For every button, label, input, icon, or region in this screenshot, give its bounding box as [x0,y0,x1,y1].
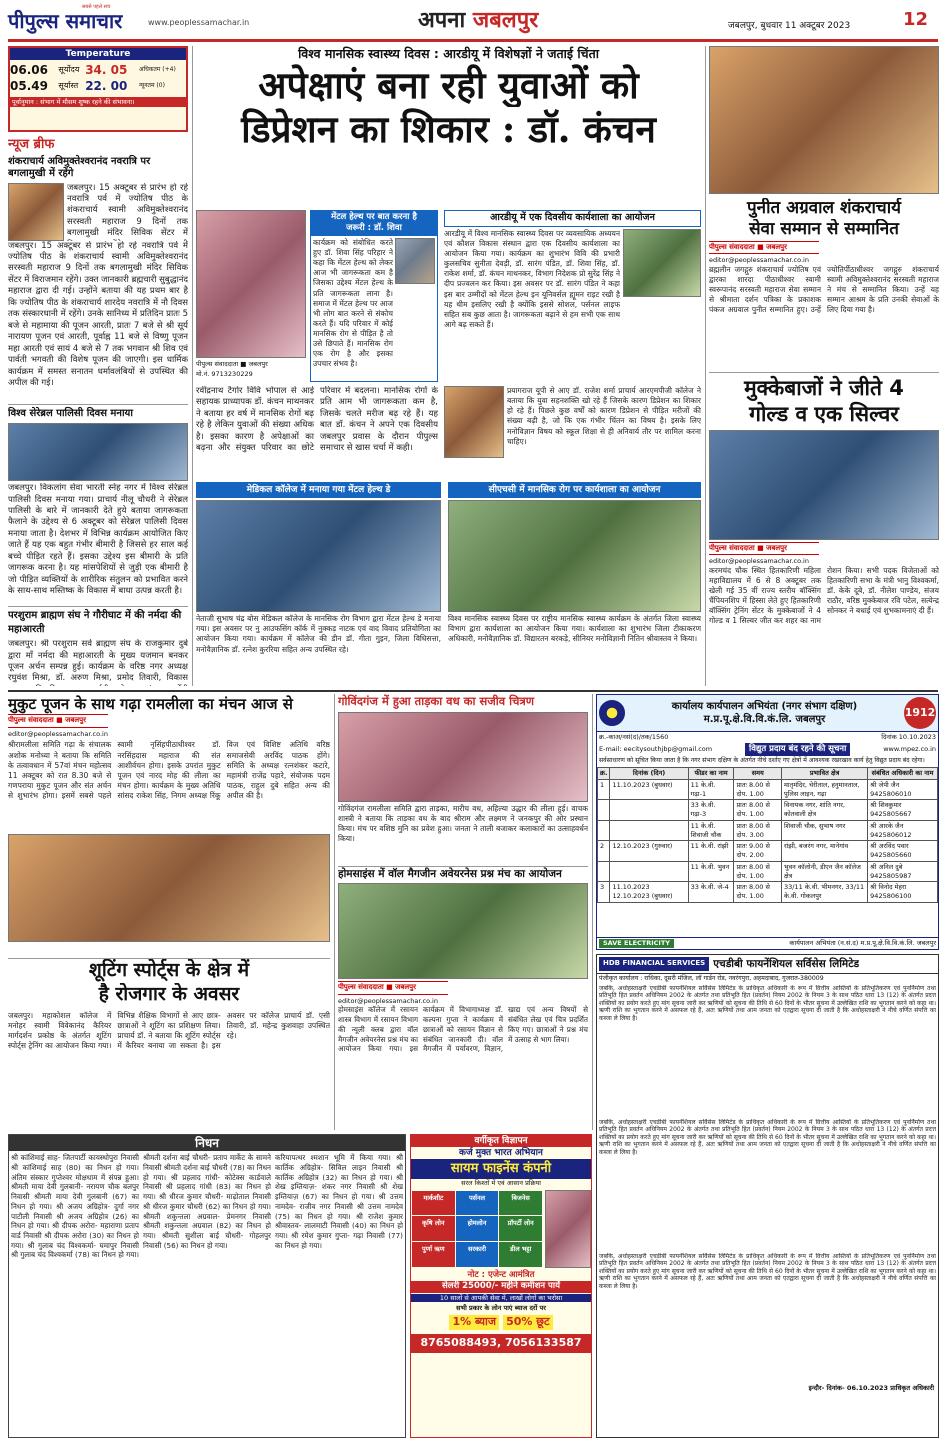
shankaracharya-photo [709,46,939,194]
min-temp-label: न्यूनतम (0) [138,82,165,90]
boxing-story [709,372,939,686]
mpeb-cell-officer: श्री अरविंद पवार 9425805660 [868,841,938,862]
cmho-box [448,482,701,686]
boxing-text: करमचंद चौक स्थित हितकारिणी महिला महाविद्यालय में 6 से 8 अक्टूबर तक खेली गई 35 वीं राज्य स्तरीय बॉक्सिंग चैंपियनशिप में हिस्सा लेते हुए हितकारिणी बॉक्सिंग ट्रेनिंग सेंटर के मुक्केबाजों ने 4 गोल्ड व 1 सिल्वर जीत कर शहर का नाम रोशन किया। सभी पदक विजेताओं को हितकारिणी सभा के मंत्री भानु विश्वकर्मा, डॉ. केके दूबे, डॉ. नीलेश पाण्डेय, संजय राठौर, वरिष्ठ मुक्केबाज रवि पटेल, सत्येन्द्र सोनकर ने बधाई एवं शुभकामनाएं दी हैं। [709,565,939,626]
nidhan-col-1: श्री कांशिमाई साह- जितपार्टी कायस्थोपुरा निवासी श्री कांशिमाई साह (80) का निधन हो गया। अंतिम संस्कार गुप्तेश्वर मोक्षधाम में संपन्न हुआ। श्रीमती माया देवी गुलबानी- नरायण चौक बलपुर निवासी श्रीमती माया देवी गुलबानी (67) का निधन हो गया। श्री अजय अग्रिहोत्र- दुर्गा नगर पाटौली निवासी श्री अजय अग्रिहोत्र (26) का निधन हो गया। श्री दीपक अरोरा- महाराणा प्रताप वार्ड निवासी श्री दीपक अरोरा (30) का निधन हो गया। श्री गुलाब चंद विश्वकर्मा- घमापुर निवासी श्री गुलाब चंद विश्वकर्मा (78) का निधन हो गया। [11,1153,139,1260]
shooting-text: जबलपुर। महाकोशल कॉलेज में मनोहर स्वामी विवेकानंद कैरियर मार्गदर्शन प्रकोष्ठ के अंतर्गत शूटिंग स्पोर्ट्स ट्रेनिंग का आयोजन किया गया। विभिन्न शैक्षिक विभागों से आए छात्र-छात्राओं ने शूटिंग का प्रशिक्षण लिया। प्राचार्य डॉ. ने बताया कि शूटिंग स्पोर्ट्स में कैरियर बनाया जा सकता है। इस अवसर पर कॉलेज प्राचार्य डॉ. एसी तिवारी, डॉ. महेन्द्र कुशवाहा उपस्थित रहे। [8,1010,330,1050]
mpeb-titles [625,700,904,727]
mpeb-cell-time: प्रातः 8.00 से दोप. 1.00 [734,779,781,800]
pravasan-text: प्रयागराज यूपी से आए डॉ. राजेश शर्मा प्राचार्य आरएमपीजी कॉलेज ने बताया कि युवा सहनशक्ति खो रहे हैं जिसके कारण डिप्रेशन का शिकार हो रहे हैं। पिछले कुछ वर्षों को कारण डिप्रेशन से पीड़ित मरीजों की संख्या बढ़ी है, जो कि एक गंभीर चिंतन का विषय है। इसके लिए मनोविज्ञान विषय को स्कूल शिक्षा से ही अनिवार्य तौर पर शामिल करना चाहिए। [507,386,701,446]
loan-grid [411,1190,543,1268]
mpeb-web[interactable]: www.mpez.co.in [883,745,936,754]
mukut-byline [8,714,108,727]
lead-story [196,46,701,686]
section-city: जबलपुर [472,8,539,33]
mpeb-cell-area: रांझी, बजरंग नगर, मानेगांव [781,841,867,862]
homescience-photo [338,883,588,979]
mpeb-table-row [598,779,938,800]
shankaracharya-text: ब्रह्मलीन जगद्गुरु शंकराचार्य ज्योतिष एवं द्वारका शारदा पीठाधीश्वर स्वामी स्वरूपानंद सरस्वती महाराज सेवा सम्मान से श्रीमाता दर्शन पत्रिका के प्रकाशक पंकज अग्रवाल पुनीत सम्मानित हुए। उन्हें ज्योतिर्पीठाधीश्वर जगद्गुरु शंकराचार्य स्वामी अविमुक्तेश्वरानंद सरस्वती महाराज ने मंच से सम्मानित किया। उन्हें यह सम्मान आश्रम के प्रति उनकी सेवाओं के लिए दिया गया है। [709,264,939,315]
mpeb-col-sno: क्र. [598,767,610,779]
classified-phones[interactable]: 8765088493, 7056133587 [411,1334,591,1353]
mpeb-footer-office: कार्यपालन अभियंता (न.सं.द) म.प्र.पू.क्षे.वि.वि.कं.लि. जबलपुर [789,939,936,948]
mpeb-title-1: कार्यालय कार्यपालन अभियंता (नगर संभाग दक्षिण) [671,700,858,712]
lead-headline-2: डिप्रेशन का शिकार : डॉ. कंचन [241,107,656,152]
classified-salary: सेलरी 25000/- महीने कमीशन पायें [411,1281,591,1292]
mpeb-email[interactable]: E-mail: eecitysouthjbp@gmail.com [599,745,713,754]
weather-row-sunrise [10,62,186,78]
loan-type-badge: पुर्णा ऋण [412,1242,455,1267]
brief-1-photo [8,183,64,241]
boxing-byline-text: पीपुल्स संवाददाता ■ जबलपुर [709,543,787,552]
mpeb-header [597,695,938,732]
mpeb-notice [596,694,939,950]
sunrise-label: सूर्योदय [58,64,80,74]
page-number: 12 [903,9,929,30]
hdb-header [597,955,938,974]
classified-company: सायम फाइनेंस कंपनी [411,1159,591,1179]
shankaracharya-headline-2: सेवा सम्मान से सम्मानित [749,219,899,240]
mpeb-cell-date [610,800,688,821]
loan-type-badge: बिजनेस [499,1191,542,1216]
homescience-byline [338,981,448,994]
mpeb-col-area: प्रभावित क्षेत्र [781,767,867,779]
sidebox-photo [395,238,435,284]
pravasan-photo [444,386,504,458]
mpeb-cell-feeder: 33 के.वी. गढ़ा-3 [688,800,734,821]
hdb-text-3: जबकि, अधोहस्ताक्षरी एचडीबी फायनेंशियल सर्विसेस लिमिटेड के प्राधिकृत अधिकारी के रूप में वित्तीय आस्तियों के प्रतिभूतिकरण एवं पुनर्निर्माण तथा प्रतिभूति हित प्रवर्तन अधिनियम 2002 के अंतर्गत तथा प्रतिभूति हित (प्रवर्तन) नियम 2002 के नियम 3 के साथ पठित धारा 13 (12) के अंतर्गत प्रदत्त शक्तियों का प्रयोग करते हुए मांग सूचना जारी कर ऋणियों को सूचना की तिथि से 60 दिनों के भीतर सूचना में उल्लेखित राशि का भुगतान करने को कहा था। ऋणी राशि का भुगतान करने में असफल रहे हैं, अतः ऋणियों तथा आम जनता को एतद्वारा सूचना दी जाती है कि अधोहस्ताक्षरी ने नीचे वर्णित संपत्ति का कब्जा ले लिया है। [599,1252,936,1290]
mpeb-ref: क्र.-काअ/नसं(द)/तक/1560 [599,733,669,741]
hdb-title: एचडीबी फायनेंशियल सर्विसेस लिमिटेड [713,958,860,970]
sunrise-time: 06.06 [10,63,48,78]
boxing-email[interactable]: editor@peoplessamachar.co.in [709,556,809,565]
mpeb-cell-feeder: 11 के.वी. भुवन [688,861,734,882]
mpeb-cell-officer: श्री विनोद मेहरा 9425806100 [868,882,938,903]
mpeb-ref-row [597,732,938,743]
weather-row-sunset [10,78,186,94]
lead-body-text: रवींद्रनाथ टैगोर विवि भोपाल से आई सहायक प्राध्यापक डॉ. कंचन माथनकर ने बताया हर वर्ष में मानसिक रोगों बढ़ रहे है लेकिन युवाओं की संख्या अधिक है। इसका कारण है अपेक्षाओं का बढ़ना और संयुक्त परिवार का छोटे परिवार में बदलना। मानसिक रोगों के प्रति आम भी जागरूकता कम है, जिसके चलते मरीज बढ़ रहे हैं। यह बात डॉ. कंचन ने अपने एक दिवसीय जबलपुर प्रवास के दौरान पीपुल्स समाचार से खास चर्चा में कही। [196,386,438,454]
boxing-byline [709,542,819,555]
nidhan-col-2: श्रीमती दर्शना बाई चौधरी- प्रताप मार्केट के सामने निवासी श्रीमती दर्शना बाई चौधरी (78) का निधन हो गया। श्री प्रहलाद गांधी- कोटेक्स कार्डवाले निवासी श्री प्रहलाद गांधी (83) का निधन हो गया। श्री धीरज कुमार चौधरी- माढ़ोताल निवासी श्री धीरज कुमार चौधरी (62) का निधन हो गया। श्रीमती शकुन्तला अग्रवाल- प्रेमनगर निवासी श्रीमती शकुन्तला अग्रवाल (82) का निधन हो गया। श्रीमती सुशीला बाई चौधरी- गोहलपुर निवासी (56) का निधन हो गया। [143,1153,271,1250]
mpeb-cell-officer: श्री अनिल दुबे 9425805987 [868,861,938,882]
loan-type-badge: होमलोन [456,1216,499,1241]
mpeb-intro: सर्वसाधारण को सूचित किया जाता है कि नगर संभाग दक्षिण के अंतर्गत नीचे दर्शाए गए क्षेत्रों में आवश्यक रखरखाव कार्य हेतु विद्युत प्रदाय बंद रहेगा। [599,757,925,765]
shankaracharya-headline-1: पुनीत अग्रवाल शंकराचार्य [746,198,901,218]
loan-type-badge: मार्कशीट [412,1191,455,1216]
workshop-box [444,210,701,382]
classified-ad [410,1134,592,1438]
mpeb-cell-sno [598,820,610,841]
medical-photo [196,500,441,612]
mpeb-footer [597,937,938,949]
brief-2-text: जबलपुर। विकलांग सेवा भारती स्नेह नगर में विश्व सेरेब्रल पालिसी दिवस मनाया गया। प्राचार्य नीलू चौधरी ने सेरेब्रल पालिसी के बारे में जानकारी देते हुये बताया जागरूकता फैलाने के उद्देश्य से 6 अक्टूबर को सेरेब्रल पालिसी दिवस मनाया जाता है। देशभर में विभिन्न कार्यक्रम आयोजित किए जाते हैं यह एक बहुत गंभीर बीमारी है जिससे हर साल कई बच्चे पीड़ित रहते हैं। इसका उद्देश्य इस बीमारी के प्रति जागरूक करना है। यह मांसपेशियों से जुड़ी एक बीमारी है जो पीड़ित व्यक्तियों के शारीरिक संतुलन को प्रभावित करने के साथ-साथ मस्तिष्क के विकास में बाधा उत्पन्न करती है। [8,483,188,597]
mukut-photo [8,834,330,942]
column-rule-2 [705,46,706,686]
nidhan-columns [9,1151,405,1435]
brief-2-title: विश्व सेरेब्रल पालिसी दिवस मनाया [8,404,188,421]
mpeb-title-2: म.प्र.पू.क्षे.वि.वि.कं.लि. जबलपुर [703,714,826,725]
classified-rate: 1% ब्याज [449,1315,499,1330]
hdb-footer: इन्दौर- दिनांक- 06.10.2023 प्राधिकृत अधिकारी [808,1383,934,1392]
mpeb-cell-date: 11.10.2023 (बुधवार) [610,779,688,800]
classified-discount: 50% छूट [503,1315,552,1330]
shooting-headline-1: शूटिंग स्पोर्ट्स के क्षेत्र में [88,959,250,981]
brief-1-body [8,183,188,241]
tadka-text: गोविंदगंज रामलीला समिति द्वारा ताड़का, मारीच वध, अहिल्या उद्धार की लीला हुई। वाचक शास्त्री ने बताया कि ताड़का वध के बाद श्रीराम और लक्ष्मण ने जनकपुर की ओर प्रस्थान किया। मंच पर वशिष्ठ मुनि का प्रवेश हुआ। जनता ने ताली बजाकर कलाकारों का उत्साहवर्धन किया। [338,803,588,843]
boxing-photo [709,430,939,540]
mpeb-table-row [598,820,938,841]
mpeb-table [597,767,938,903]
mukut-byline-text: पीपुल्स संवाददाता ■ जबलपुर [8,716,86,725]
weather-title: Temperature [10,48,186,60]
nidhan-col-3: करियापत्थर श्मशान भूमि में किया गया। श्री कार्तिक अग्रिहोत्र- सिविल लाइन निवासी श्री कार्तिक अग्रिहोत्र (32) का निधन हो गया। श्री शेख इम्तियाज़- शंकर नगर निवासी श्री शेख इम्तियाज़ (67) का निधन हो गया। श्री उत्तम नामदेव- राजीव नगर निवासी श्री उत्तम नामदेव (75) का निधन हो गया। श्री राजेश कुमार श्रीवास्तव- लालमाटी निवासी (40) का निधन हो गया। श्री रमेश कुमार गुप्ता- गढ़ा निवासी (77) का निधन हो गया। [275,1153,403,1250]
tadka-headline: गोविंदगंज में हुआ ताड़का वध का सजीव चित्रण [338,694,535,708]
masthead-logo-tag: सबसे पहले सच [82,4,111,10]
column-rule-4 [592,694,593,1130]
mpeb-helpline[interactable]: 1912 [904,697,936,729]
weather-forecast: पूर्वानुमान : संभाग में मौसम शुष्क रहने की संभावना। [10,97,186,108]
sunset-time: 05.49 [10,79,48,94]
classified-note: नोट : एजेन्ट आमंत्रित [467,1269,535,1280]
mpeb-col-date: दिनांक (दिन) [610,767,688,779]
lead-phone: मो.नं. 9713230229 [196,370,253,378]
mpeb-cell-time: प्रातः 8.00 से दोप. 3.00 [734,820,781,841]
mpeb-table-row [598,800,938,821]
mpeb-cell-area: शिवाजी चौक, सुभाष नगर [781,820,867,841]
medical-text: नेताजी सुभाष चंद्र बोस मेडिकल कॉलेज के मानसिक रोग विभाग द्वारा मेंटल हेल्थ डे मनाया गया। इस अवसर पर नु आउफसिंग कॉर्क में नुक्कड़ नाटक एवं वाद विवाद प्रतियोगिता का आयोजन किया गया। कार्यक्रम में कॉलेज की डीन डॉ. गीता गुइन, जिला विधिसत्ता, मनोवैज्ञानिक डॉ. रत्नेश कुररिया सहित अन्य उपस्थित रहे। [196,614,441,654]
mpeb-cell-sno [598,861,610,882]
brief-3-title: परशुराम ब्राह्मण संघ ने गौरीघाट में की नर्मदा की महाआरती [8,606,188,636]
shooting-story [8,958,330,1130]
brief-1-text-a: जबलपुर। 15 अक्टूबर से प्रारंभ हो रहे नवरात्रि पर्व में ज्योतिष पीठ के शंकराचार्य स्वामी अविमुक्तेश्वरानंद सरस्वती महाराज 9 दिनों तक बगलामुखी मंदिर सिविक सेंटर में [67,182,188,239]
min-temp: 22. 00 [85,79,128,94]
news-brief-label: न्यूज ब्रीफ [8,137,55,152]
mpeb-table-header [598,767,938,779]
mpeb-cell-officer: श्री शिवकुमार 9425805667 [868,800,938,821]
cmho-title: सीएचसी में मानसिक रोग पर कार्यशाला का आयोजन [448,482,701,498]
mpeb-cell-sno [598,800,610,821]
hdb-logo: HDB FINANCIAL SERVICES [599,957,709,970]
classified-subheader: कर्ज मुक्त भारत अभियान [459,1148,543,1159]
max-temp: 34. 05 [85,63,128,78]
lead-photo-kanchan [196,210,306,358]
mpeb-cell-date: 12.10.2023 (गुरुवार) [610,841,688,862]
masthead [8,4,938,42]
mukut-story [8,694,330,954]
sidebox-body [311,236,437,380]
workshop-title: आरडीयू में एक दिवसीय कार्यशाला का आयोजन [444,210,701,227]
mpeb-cell-feeder: 33 के.वी. जे-4 [688,882,734,903]
nidhan-box [8,1134,406,1438]
mpeb-cell-officer: श्री आरके जैन 9425806012 [868,820,938,841]
nidhan-title: निधन [9,1135,405,1151]
max-temp-label: अधिकतम (+4) [138,66,176,74]
mukut-email[interactable]: editor@peoplessamachar.co.in [8,729,108,738]
brief-1-title: शंकराचार्य अविमुक्तेश्वरानंद नवरात्रि पर बगलामुखी में रहेंगे [8,155,151,180]
workshop-body [444,229,701,379]
cmho-text: विश्व मानसिक स्वास्थ्य दिवस पर राष्ट्रीय मानसिक स्वास्थ्य कार्यक्रम के अंतर्गत जिला स्वास्थ्य विभाग द्वारा कार्यशाला का आयोजन किया गया। कार्यशाला का शुभारंभ जिला टीकाकरण अधिकारी, मनोवैज्ञानिक डॉ. विद्यारतन बरकड़े, सीनियर मनोविज्ञानी नितिन श्रीवास्तव ने किया। [448,614,701,644]
mpeb-cell-time: प्रातः 9.00 से दोप. 2.00 [734,841,781,862]
loan-type-badge: डील भट्टा [499,1242,542,1267]
news-brief-column [8,136,188,686]
mpeb-logo-icon [599,700,625,726]
mpeb-cell-sno: 3 [598,882,610,903]
mpeb-cell-sno: 2 [598,841,610,862]
mpeb-cell-time: प्रातः 8.00 से दोप. 1.00 [734,800,781,821]
mpeb-cell-date [610,820,688,841]
mukut-text: श्रीरामलीला समिति गढ़ा के संचालक अशोक मनोध्या ने बताया कि समिति के तत्वावधान में 57वां मंचन महोत्सव 11 अक्टूबर को रात 8.30 बजे से गणपराया मुकुट पूजन और संत अर्चन से शुभारंभ होगा। इसमें सबसे पहले स्वामी नृसिंहपीठाधीश्वर डॉ. नरसिंहदास महाराज की संत आशीर्वचन होगा। इसके उपरांत मुकुट पूजन एवं नारद मोह की लीला का मंचन होगा। कार्यक्रम के मुख्य अतिथि सांसद राकेश सिंह, निगम अध्यक्ष रिंकू विज एवं विशिष्ट अतिथि वरिष्ठ समाजसेवी अरविंद पाठक होंगे। समिति के अध्यक्ष रत्नशंकर कटारे, महामंत्री राजेंद्र पहारे, संयोजक पदम पाठक, राहुल दुबे सहित अन्य की अपील की है। [8,740,330,801]
pravasan-box [444,386,701,476]
column-rule-1 [192,46,193,686]
column-rule-3 [334,694,335,1130]
shankaracharya-byline [709,241,819,254]
brief-3-text: जबलपुर। श्री परशुराम सर्व ब्राह्मण संघ के राजकुमार दुबे द्वारा माँ नर्मदा की महाआरती के मुख्य यजमान बनकर पूजन अर्चन सम्पन्न हुई। कार्यक्रम के वरिष्ठ नगर अध्यक्ष रघुवंश मिश्रा, डॉ. अरुण मिश्रा, प्रमोद तिवारी, विकास [8,639,188,684]
brief-1-text: जबलपुर। 15 अक्टूबर से प्रारंभ हो रहे नवरात्रि पर्व में ज्योतिष पीठ के शंकराचार्य स्वामी अविमुक्तेश्वरानंद सरस्वती महाराज 9 दिनों तक बगलामुखी मंदिर सिविक सेंटर में विराजमान रहेंगे। उक्त जानकारी ब्रह्मचारी सुबुद्धानंद महाराज द्वारा दी गई। उन्होंने बताया की यह प्रथम बार है कि ज्योतिष पीठ के शंकराचार्य शारदेय नवरात्रि में नौ दिवस तक संस्कारधानी में रहेंगे। उनके सानिध्य में प्रतिदिन प्रातः 5 बजे से महामाया की पूजन आरती, प्रातः 7 बजे से श्री सूर्य नारायण पूजन एवं आरती, पूर्वाह्न 11 बजे से विष्णु पूजन महा आरती एवं सायं 4 बजे से 7 तक भगवान श्री शिव एवं पार्वती भगवती की विशेष पूजन की जाएगी। इस धार्मिक कार्यक्रम में समस्त सनातन धर्मावलंबियों से उपस्थित की अपील की गई। [8,240,188,389]
shooting-headline-2: है रोजगार के अवसर [98,982,240,1005]
hdb-address: पंजीकृत कार्यालय : राधिका, दूसरी मंजिल, लॉ गार्डन रोड, नवरंगपुरा, अहमदाबाद, गुजरात-380009 [599,975,824,983]
horizontal-rule-mid [8,690,938,692]
mpeb-footer-save: SAVE ELECTRICITY [599,939,674,948]
medical-box [196,482,441,686]
shankaracharya-email[interactable]: editor@peoplessamachar.co.in [709,255,809,264]
masthead-date: जबलपुर, बुधवार 11 अक्टूबर 2023 [728,21,851,31]
masthead-logo[interactable]: पीपुल्स समाचार [8,9,123,33]
lead-sidebox [310,210,438,382]
classified-rates [411,1315,591,1330]
loan-type-badge: कृषि लोन [412,1216,455,1241]
weather-box [8,46,188,132]
lead-kicker: विश्व मानसिक स्वास्थ्य दिवस : आरडीयू में विशेषज्ञों ने जताई चिंता [298,46,599,61]
homescience-headline: होमसाइंस में वॉल मैगजीन अवेयरनेस प्रश्न मंच का आयोजन [338,868,562,880]
classified-scheme: सभी प्रकार के लोन पाएं ब्याज दरों पर [456,1304,546,1313]
classified-offer: 10 सालों से आपकी सेवा में, लाखों लोगों का भरोसा [411,1294,591,1303]
mpeb-col-officer: संबंधित अधिकारी का नाम [868,767,938,779]
tadka-story [338,694,588,864]
mpeb-notice-title: विद्युत प्रदाय बंद रहने की सूचना [745,743,850,756]
mpeb-cell-time: प्रातः 8.00 से दोप. 1.00 [734,882,781,903]
workshop-text: आरडीयू में विश्व मानसिक स्वास्थ्य दिवस पर व्यवसायिक अध्ययन एवं कौशल विकास संस्थान द्वारा एक दिवसीय कार्यशाला का आयोजन किया गया। कार्यक्रम का शुभारंभ विवि की प्रभारी कुलसचिव सुनीता देवड़ी, डॉ. सारंग पंडित, डॉ. शिवा सिंह, डॉ. राकेश शर्मा, डॉ. कंचन माथनकर, विभाग निदेशक प्रो सुरेंद्र सिंह ने दीप प्रज्वलन कर किया। इस अवसर पर डॉ. सारंग पंडित ने कहा इस बार उम्मीदों को मेंटल हेल्थ इन यूनिवर्सल ह्यूमन राइट रखी है यह थीम इसलिए रखी है क्योंकि इससे सोशल, पर्सनल लाइफ सहित सब कुछ आता है। जागरूकता बढ़ाने से हम सभी एक साथ आगे बढ़ सकते हैं। [444,228,620,329]
mpeb-table-row [598,882,938,903]
tadka-photo [338,712,588,802]
mpeb-cell-area: भुवन कॉलोनी, डीएन जैन कॉलेज क्षेत्र [781,861,867,882]
section-apna: अपना [418,8,466,33]
classified-tagline: सरल किश्तों में एवं आसान प्रक्रिया [461,1178,541,1187]
classified-body [411,1190,591,1268]
homescience-story [338,866,588,1130]
shankaracharya-byline-text: पीपुल्स संवाददाता ■ जबलपुर [709,242,787,251]
homescience-byline-text: पीपुल्स संवाददाता ■ जबलपुर [338,983,416,992]
sidebox-title-2: जरूरी : डॉ. शिवा [346,223,402,234]
mpeb-table-row [598,861,938,882]
boxing-headline-1: मुक्केबाजों ने जीते 4 [744,376,904,400]
loan-type-badge: प्रॉपर्टी लोन [499,1216,542,1241]
mpeb-contact-row [597,743,938,756]
mpeb-cell-date: 11.10.2023 12.10.2023 (बुधवार) [610,882,688,903]
shankaracharya-story [709,46,939,368]
mpeb-cell-time: प्रातः 8.00 से दोप. 1.00 [734,861,781,882]
cmho-photo [448,500,701,612]
loan-type-badge: पर्सनल [456,1191,499,1216]
mukut-headline: मुकुट पूजन के साथ गढ़ा रामलीला का मंचन आज से [8,695,293,713]
sidebox-title-1: मेंटल हेल्थ पर बात करना है [331,212,417,222]
mpeb-cell-sno: 1 [598,779,610,800]
mpeb-col-time: समय [734,767,781,779]
mpeb-cell-area: विनायक नगर, शांति नगर, कोतवाली क्षेत्र [781,800,867,821]
masthead-website[interactable]: www.peoplessamachar.in [148,18,250,27]
classified-model-photo [545,1190,591,1268]
mpeb-cell-date [610,861,688,882]
brief-2-photo [8,423,188,481]
sidebox-text: कार्यक्रम को संबोधित करते हुए डॉ. शिवा सिंह परिहार ने कहा कि मेंटल हेल्थ को लेकर आज भी जागरूकता कम है जिसका उद्देश्य मेंटल हेल्थ के प्रति जागरूकता लाना है। समाज में मेंटल हेल्थ पर आज भी लोग बात करने से संकोच करते हैं। यदि परिवार में कोई मानसिक रोग से पीड़ित है तो उसे छिपाते हैं। मानसिक रोग एक रोग है और इसका उपचार संभव है। [313,237,393,369]
hdb-notice [596,954,939,1438]
hdb-text-2: जबकि, अधोहस्ताक्षरी एचडीबी फायनेंशियल सर्विसेस लिमिटेड के प्राधिकृत अधिकारी के रूप में वित्तीय आस्तियों के प्रतिभूतिकरण एवं पुनर्निर्माण तथा प्रतिभूति हित प्रवर्तन अधिनियम 2002 के अंतर्गत तथा प्रतिभूति हित (प्रवर्तन) नियम 2002 के नियम 3 के साथ पठित धारा 13 (12) के अंतर्गत प्रदत्त शक्तियों का प्रयोग करते हुए मांग सूचना जारी कर ऋणियों को सूचना की तिथि से 60 दिनों के भीतर सूचना में उल्लेखित राशि का भुगतान करने को कहा था। ऋणी राशि का भुगतान करने में असफल रहे हैं, अतः ऋणियों तथा आम जनता को एतद्वारा सूचना दी जाती है कि अधोहस्ताक्षरी ने नीचे वर्णित संपत्ति का कब्जा ले लिया है। [599,1118,936,1156]
homescience-text: होमसाइंस कॉलेज में रसायन शास्त्र विभाग में रसायन विभाग की न्यूली क्लब द्वारा वॉल मैगजीन अवेयरनेस प्रश्न मंच का आयोजन किया गया। इस कार्यक्रम में विभागाध्यक्ष डॉ. कल्पना गुप्ता ने कार्यक्रम में छात्राओं को रसायन विज्ञान से संबंधित जानकारी दी। वॉल मैगजीन में पर्यावरण, विज्ञान, खाद्य एवं अन्य विषयों से संबंधित लेख एवं चित्र प्रदर्शित किए गए। छात्राओं ने प्रश्न मंच में उत्साह से भाग लिया। [338,1005,588,1054]
mpeb-cell-feeder: 11 के.वी. रांझी [688,841,734,862]
mpeb-cell-area: 33/11 के.वी. भीमनगर, 33/11 के.वी. गोकलपुर [781,882,867,903]
mpeb-table-body [598,779,938,902]
classified-header: वर्गीकृत विज्ञापन [411,1135,591,1147]
mpeb-table-row [598,841,938,862]
lead-headline-1: अपेक्षाएं बना रही युवाओं को [258,62,639,107]
weather-table [10,62,186,94]
mpeb-cell-area: मातृमंदिर, चेरीताल, हनुमानताल, पुलिस लाइन, गढ़ा [781,779,867,800]
boxing-headline-2: गोल्ड व एक सिल्वर [749,402,899,427]
medical-title: मेडिकल कॉलेज में मनाया गया मेंटल हेल्थ डे [196,482,441,498]
section-title [418,6,538,36]
homescience-email[interactable]: editor@peoplessamachar.co.in [338,996,438,1005]
mpeb-cell-officer: श्री जेपी जैन 9425806010 [868,779,938,800]
workshop-photo [623,229,701,297]
lead-photo-credit: पीपुल्स संवाददाता ■ जबलपुर [196,360,268,368]
mpeb-col-feeder: फीडर का नाम [688,767,734,779]
mpeb-date: दिनांक 10.10.2023 [881,733,936,741]
sidebox-title [311,211,437,236]
hdb-text-1: जबकि, अधोहस्ताक्षरी एचडीबी फायनेंशियल सर्विसेस लिमिटेड के प्राधिकृत अधिकारी के रूप में वित्तीय आस्तियों के प्रतिभूतिकरण एवं पुनर्निर्माण तथा प्रतिभूति हित प्रवर्तन अधिनियम 2002 के अंतर्गत तथा प्रतिभूति हित (प्रवर्तन) नियम 2002 के नियम 3 के साथ पठित धारा 13 (12) के अंतर्गत प्रदत्त शक्तियों का प्रयोग करते हुए मांग सूचना जारी कर ऋणियों को सूचना की तिथि से 60 दिनों के भीतर सूचना में उल्लेखित राशि का भुगतान करने को कहा था। ऋणी राशि का भुगतान करने में असफल रहे हैं, अतः ऋणियों तथा आम जनता को एतद्वारा सूचना दी जाती है कि अधोहस्ताक्षरी ने नीचे वर्णित संपत्ति का कब्जा ले लिया है। [599,984,936,1022]
sunset-label: सूर्यास्त [58,81,79,91]
mpeb-cell-feeder: 11 के.वी. शिवाजी चौक [688,820,734,841]
loan-type-badge: सरकारी [456,1242,499,1267]
mpeb-cell-feeder: 11 के.वी. गढ़ा-1 [688,779,734,800]
